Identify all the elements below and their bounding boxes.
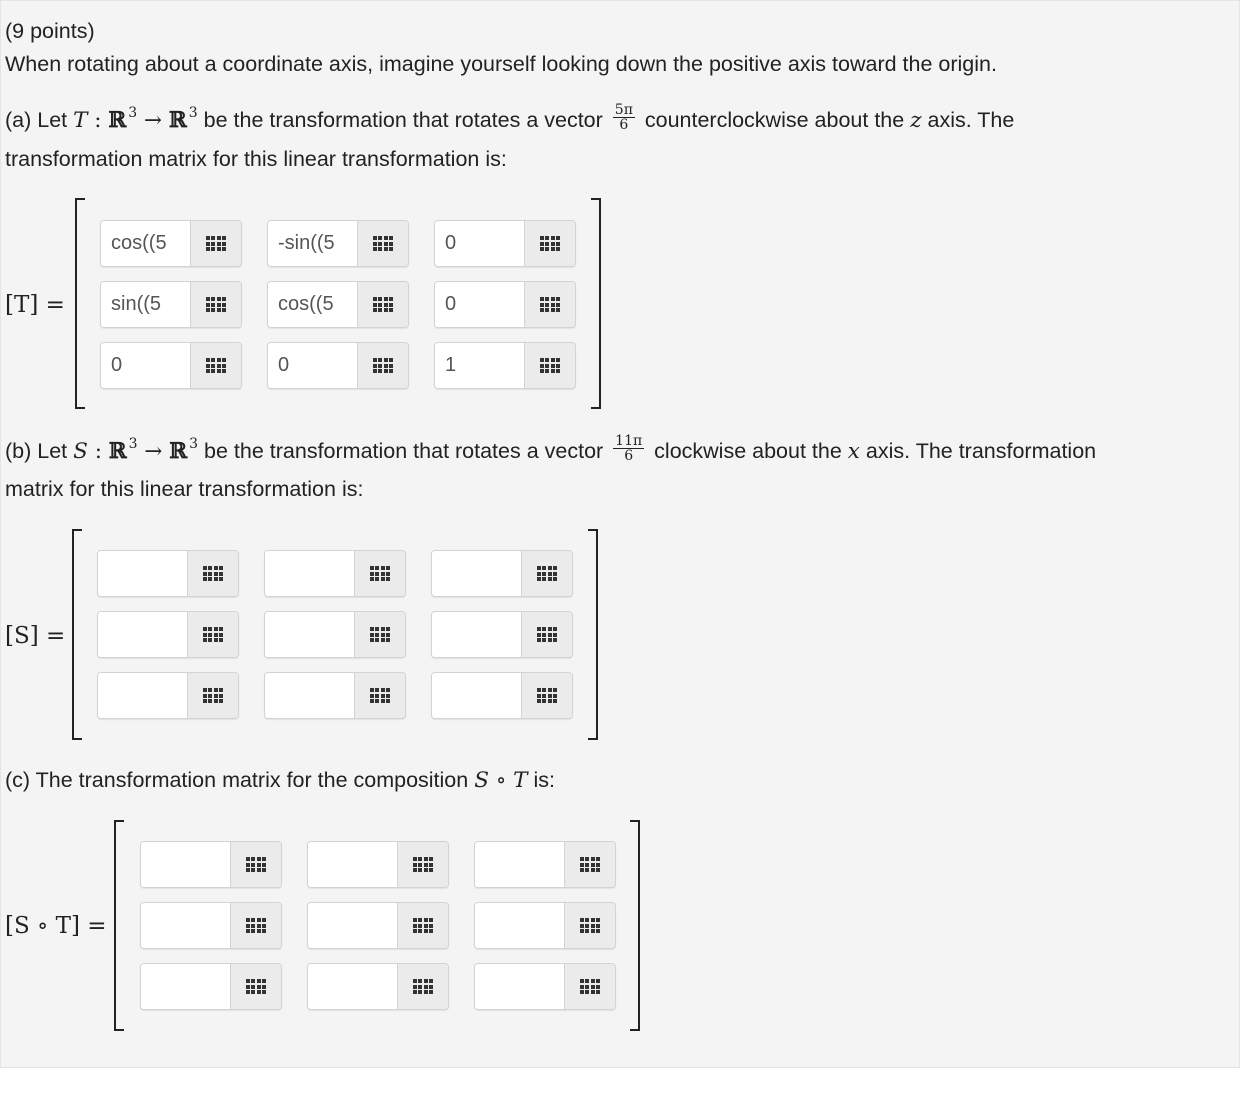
map-symbol: T <box>73 108 88 134</box>
matrix-entry-input[interactable] <box>308 842 397 887</box>
matrix-editor-button[interactable] <box>564 903 615 948</box>
matrix-entry-cell <box>431 550 573 597</box>
matrix-entry-cell <box>431 672 573 719</box>
map-symbol: S <box>73 439 88 465</box>
matrix-entry-input[interactable] <box>98 612 187 657</box>
points-label: (9 points) <box>5 19 95 43</box>
part-c-statement: (c) The transformation matrix for the composition S ∘ T is: <box>5 768 555 793</box>
matrix-editor-button[interactable] <box>521 551 572 596</box>
matrix-entry-input[interactable] <box>265 551 354 596</box>
matrix-entry-input[interactable] <box>141 903 230 948</box>
matrix-editor-button[interactable] <box>357 221 408 266</box>
matrix-editor-button[interactable] <box>354 551 405 596</box>
matrix-s-label: [S] = <box>5 623 66 649</box>
matrix-grid-icon <box>370 688 391 703</box>
matrix-entry-input[interactable] <box>435 343 524 388</box>
matrix-editor-button[interactable] <box>564 964 615 1009</box>
matrix-entry-input[interactable] <box>265 673 354 718</box>
matrix-entry-cell <box>264 672 406 719</box>
matrix-grid-icon <box>373 297 394 312</box>
matrix-entry-cell <box>307 963 449 1010</box>
matrix-editor-button[interactable] <box>230 842 281 887</box>
instructions-text: When rotating about a coordinate axis, imagine yourself looking down the positive axis toward the origin. <box>5 52 997 76</box>
matrix-entry-input[interactable] <box>101 343 190 388</box>
matrix-grid-icon <box>537 627 558 642</box>
matrix-entry-cell <box>431 611 573 658</box>
matrix-grid-icon <box>370 566 391 581</box>
matrix-entry-input[interactable] <box>435 282 524 327</box>
part-b-statement: (b) Let S : ℝ $^3$ → ℝ $^3$ be the transformation that rotates a vector $\frac{11\pi}{6}$ clockwise about the x axis. The transformation <box>5 433 1097 465</box>
matrix-editor-button[interactable] <box>230 964 281 1009</box>
matrix-s-right-bracket <box>588 529 598 740</box>
matrix-grid-icon <box>203 688 224 703</box>
matrix-editor-button[interactable] <box>354 673 405 718</box>
matrix-s-left-bracket <box>72 529 82 740</box>
matrix-entry-cell <box>100 220 242 267</box>
matrix-entry-input[interactable] <box>268 221 357 266</box>
matrix-grid-icon <box>206 297 227 312</box>
matrix-grid-icon <box>246 857 267 872</box>
matrix-entry-cell <box>307 902 449 949</box>
part-a-statement: (a) Let T : ℝ $^3$ → ℝ $^3$ be the transformation that rotates a vector $\frac{5\pi}{6}$ counterclockwise about the z axis. The <box>5 102 1015 134</box>
matrix-editor-button[interactable] <box>187 612 238 657</box>
matrix-entry-cell <box>264 611 406 658</box>
matrix-editor-button[interactable] <box>230 903 281 948</box>
matrix-entry-input[interactable] <box>141 964 230 1009</box>
matrix-entry-input[interactable] <box>308 903 397 948</box>
matrix-entry-input[interactable] <box>432 551 521 596</box>
matrix-entry-cell <box>97 611 239 658</box>
matrix-grid-icon <box>373 236 394 251</box>
matrix-grid-icon <box>413 857 434 872</box>
matrix-entry-input[interactable] <box>265 612 354 657</box>
matrix-grid-icon <box>540 297 561 312</box>
matrix-entry-input[interactable] <box>141 842 230 887</box>
matrix-entry-input[interactable] <box>432 612 521 657</box>
matrix-st-label: [S ∘ T] = <box>5 913 107 939</box>
matrix-grid-icon <box>246 979 267 994</box>
matrix-editor-button[interactable] <box>397 964 448 1009</box>
matrix-entry-input[interactable] <box>101 282 190 327</box>
matrix-grid-icon <box>246 918 267 933</box>
matrix-t-right-bracket <box>591 198 601 409</box>
matrix-entry-input[interactable] <box>268 343 357 388</box>
matrix-entry-cell <box>140 902 282 949</box>
matrix-editor-button[interactable] <box>564 842 615 887</box>
matrix-editor-button[interactable] <box>357 282 408 327</box>
matrix-entry-cell <box>97 672 239 719</box>
matrix-entry-cell <box>97 550 239 597</box>
matrix-editor-button[interactable] <box>521 673 572 718</box>
matrix-editor-button[interactable] <box>397 903 448 948</box>
matrix-entry-input[interactable] <box>268 282 357 327</box>
matrix-grid-icon <box>580 979 601 994</box>
matrix-t-left-bracket <box>75 198 85 409</box>
matrix-t-label: [T] = <box>5 292 65 318</box>
matrix-entry-cell <box>100 342 242 389</box>
matrix-entry-cell <box>474 841 616 888</box>
matrix-st-right-bracket <box>630 820 640 1031</box>
matrix-entry-cell <box>474 963 616 1010</box>
matrix-grid-icon <box>206 358 227 373</box>
matrix-entry-input[interactable] <box>475 842 564 887</box>
angle-fraction: $\frac{11\pi}{6}$ <box>615 433 643 464</box>
matrix-editor-button[interactable] <box>524 343 575 388</box>
matrix-grid-icon <box>580 857 601 872</box>
matrix-entry-cell <box>434 220 576 267</box>
matrix-editor-button[interactable] <box>397 842 448 887</box>
composition-symbol: S ∘ T <box>474 768 528 793</box>
matrix-editor-button[interactable] <box>187 673 238 718</box>
matrix-grid-icon <box>413 918 434 933</box>
matrix-editor-button[interactable] <box>190 221 241 266</box>
matrix-grid-icon <box>373 358 394 373</box>
matrix-entry-input[interactable] <box>475 903 564 948</box>
part-b-line2: matrix for this linear transformation is: <box>5 477 364 501</box>
matrix-entry-input[interactable] <box>435 221 524 266</box>
matrix-editor-button[interactable] <box>524 221 575 266</box>
matrix-entry-cell <box>267 342 409 389</box>
matrix-entry-cell <box>474 902 616 949</box>
matrix-grid-icon <box>537 688 558 703</box>
matrix-st-left-bracket <box>114 820 124 1031</box>
part-a-line2: transformation matrix for this linear transformation is: <box>5 147 507 171</box>
matrix-entry-cell <box>267 220 409 267</box>
matrix-entry-cell <box>140 963 282 1010</box>
matrix-grid-icon <box>540 236 561 251</box>
matrix-grid-icon <box>580 918 601 933</box>
matrix-entry-cell <box>100 281 242 328</box>
matrix-grid-icon <box>203 627 224 642</box>
matrix-editor-button[interactable] <box>521 612 572 657</box>
matrix-editor-button[interactable] <box>524 282 575 327</box>
matrix-entry-cell <box>267 281 409 328</box>
matrix-entry-input[interactable] <box>98 673 187 718</box>
matrix-editor-button[interactable] <box>354 612 405 657</box>
matrix-entry-cell <box>434 281 576 328</box>
matrix-entry-input[interactable] <box>475 964 564 1009</box>
matrix-entry-cell <box>434 342 576 389</box>
matrix-entry-cell <box>307 841 449 888</box>
matrix-editor-button[interactable] <box>190 282 241 327</box>
matrix-editor-button[interactable] <box>187 551 238 596</box>
matrix-entry-cell <box>140 841 282 888</box>
matrix-entry-input[interactable] <box>308 964 397 1009</box>
matrix-editor-button[interactable] <box>357 343 408 388</box>
matrix-grid-icon <box>537 566 558 581</box>
matrix-entry-input[interactable] <box>432 673 521 718</box>
matrix-grid-icon <box>203 566 224 581</box>
matrix-grid-icon <box>413 979 434 994</box>
matrix-grid-icon <box>540 358 561 373</box>
matrix-entry-input[interactable] <box>101 221 190 266</box>
matrix-editor-button[interactable] <box>190 343 241 388</box>
angle-fraction: $\frac{5\pi}{6}$ <box>614 102 633 133</box>
matrix-entry-cell <box>264 550 406 597</box>
matrix-grid-icon <box>370 627 391 642</box>
matrix-entry-input[interactable] <box>98 551 187 596</box>
matrix-grid-icon <box>206 236 227 251</box>
